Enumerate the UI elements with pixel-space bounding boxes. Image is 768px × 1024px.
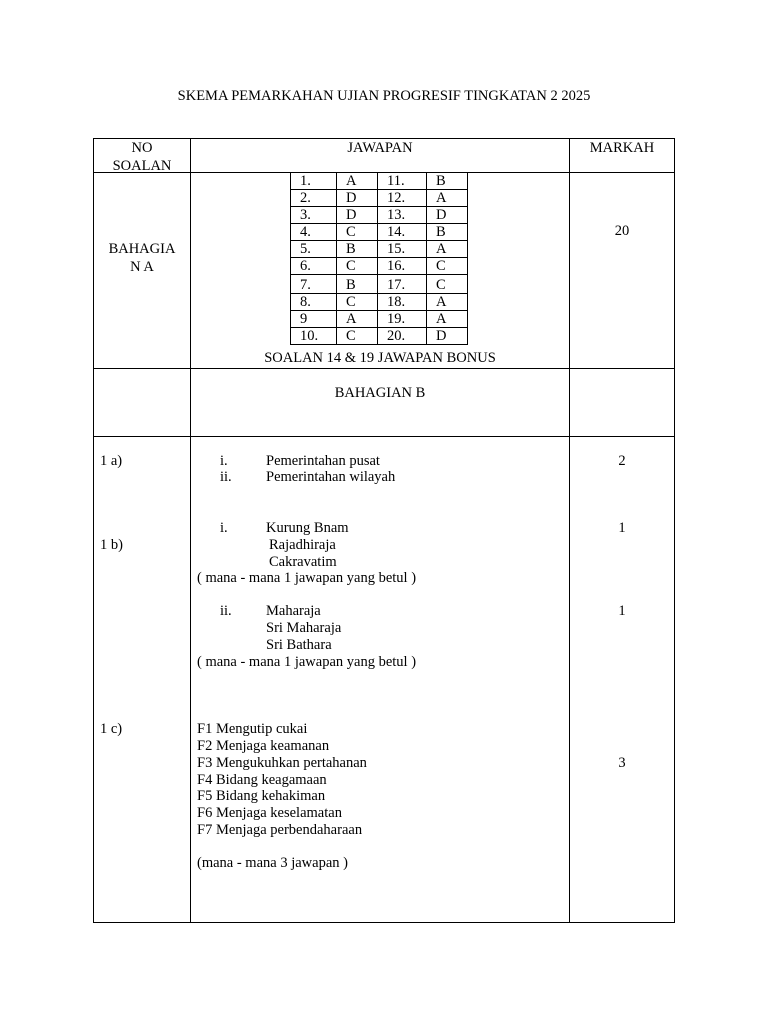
q1b-ii-markah: 1 bbox=[618, 603, 626, 619]
q1c-answer-f4: F4 Bidang keagamaan bbox=[197, 772, 327, 788]
answer-number: 20. bbox=[378, 328, 427, 345]
answer-letter: C bbox=[337, 224, 378, 241]
answer-number: 16. bbox=[378, 258, 427, 275]
answer-row bbox=[291, 207, 468, 224]
bahagian-a-markah: 20 bbox=[614, 223, 630, 239]
q1a-ii-answer: Pemerintahan wilayah bbox=[266, 469, 396, 485]
q1b-i-answer-1: Kurung Bnam bbox=[266, 520, 349, 536]
q1c-markah: 3 bbox=[618, 755, 626, 771]
bahagian-a-label-line2: N A bbox=[130, 259, 154, 275]
q1b-ii-note: ( mana - mana 1 jawapan yang betul ) bbox=[197, 654, 417, 670]
question-1b-label: 1 b) bbox=[100, 537, 123, 553]
answer-letter: D bbox=[427, 207, 468, 224]
answer-letter: C bbox=[337, 258, 378, 275]
q1b-i-number: i. bbox=[220, 520, 228, 536]
answer-letter: C bbox=[427, 275, 468, 294]
header-jawapan: JAWAPAN bbox=[347, 140, 413, 156]
page-title: SKEMA PEMARKAHAN UJIAN PROGRESIF TINGKATAN 2 2025 bbox=[177, 88, 591, 104]
answer-letter: B bbox=[337, 275, 378, 294]
answer-number: 8. bbox=[291, 294, 337, 311]
answer-number: 14. bbox=[378, 224, 427, 241]
answer-number: 13. bbox=[378, 207, 427, 224]
column-divider bbox=[190, 138, 191, 923]
answer-letter: D bbox=[337, 207, 378, 224]
q1a-markah: 2 bbox=[618, 453, 626, 469]
q1a-i-answer: Pemerintahan pusat bbox=[266, 453, 380, 469]
answer-table bbox=[290, 172, 468, 345]
answer-number: 4. bbox=[291, 224, 337, 241]
bahagian-a-label-line1: BAHAGIA bbox=[108, 241, 176, 257]
q1b-i-note: ( mana - mana 1 jawapan yang betul ) bbox=[197, 570, 417, 586]
answer-number: 18. bbox=[378, 294, 427, 311]
q1c-answer-f6: F6 Menjaga keselamatan bbox=[197, 805, 342, 821]
answer-number: 15. bbox=[378, 241, 427, 258]
table-border-bottom bbox=[93, 922, 675, 923]
table-border-right bbox=[674, 138, 675, 923]
q1c-note: (mana - mana 3 jawapan ) bbox=[197, 855, 348, 871]
q1c-answer-f7: F7 Menjaga perbendaharaan bbox=[197, 822, 363, 838]
answer-number: 2. bbox=[291, 190, 337, 207]
answer-number: 12. bbox=[378, 190, 427, 207]
answer-number: 6. bbox=[291, 258, 337, 275]
q1a-ii-number: ii. bbox=[220, 469, 232, 485]
answer-letter: A bbox=[427, 190, 468, 207]
q1b-ii-number: ii. bbox=[220, 603, 232, 619]
q1c-answer-f3: F3 Mengukuhkan pertahanan bbox=[197, 755, 367, 771]
q1b-i-answer-3: Cakravatim bbox=[269, 554, 337, 570]
header-no-soalan bbox=[94, 139, 190, 175]
answer-letter: D bbox=[337, 190, 378, 207]
q1b-ii-answer-2: Sri Maharaja bbox=[266, 620, 342, 636]
answer-letter: B bbox=[427, 224, 468, 241]
question-1c-label: 1 c) bbox=[100, 721, 123, 737]
bahagian-b-title: BAHAGIAN B bbox=[334, 385, 426, 401]
answer-row bbox=[291, 328, 468, 345]
answer-letter: C bbox=[337, 328, 378, 345]
answer-row bbox=[291, 241, 468, 258]
q1a-i-number: i. bbox=[220, 453, 228, 469]
header-soalan-label: SOALAN bbox=[112, 158, 172, 174]
answer-letter: B bbox=[337, 241, 378, 258]
answer-letter: D bbox=[427, 328, 468, 345]
q1c-answer-f2: F2 Menjaga keamanan bbox=[197, 738, 330, 754]
answer-row bbox=[291, 224, 468, 241]
answer-row bbox=[291, 294, 468, 311]
q1b-ii-answer-1: Maharaja bbox=[266, 603, 321, 619]
answer-number: 7. bbox=[291, 275, 337, 294]
answer-letter: A bbox=[337, 173, 378, 190]
answer-letter: C bbox=[427, 258, 468, 275]
answer-row bbox=[291, 173, 468, 190]
answer-number: 11. bbox=[378, 173, 427, 190]
answer-row bbox=[291, 311, 468, 328]
q1c-answer-f1: F1 Mengutip cukai bbox=[197, 721, 308, 737]
answer-letter: A bbox=[337, 311, 378, 328]
row-divider bbox=[93, 368, 675, 369]
q1b-i-answer-2: Rajadhiraja bbox=[269, 537, 336, 553]
header-markah: MARKAH bbox=[589, 140, 655, 156]
row-divider bbox=[93, 436, 675, 437]
question-1a-label: 1 a) bbox=[100, 453, 123, 469]
bonus-note: SOALAN 14 & 19 JAWAPAN BONUS bbox=[264, 350, 496, 366]
answer-letter: A bbox=[427, 311, 468, 328]
answer-letter: B bbox=[427, 173, 468, 190]
answer-letter: A bbox=[427, 241, 468, 258]
answer-number: 1. bbox=[291, 173, 337, 190]
answer-row bbox=[291, 190, 468, 207]
q1b-i-markah: 1 bbox=[618, 520, 626, 536]
answer-number: 5. bbox=[291, 241, 337, 258]
answer-number: 17. bbox=[378, 275, 427, 294]
answer-number: 19. bbox=[378, 311, 427, 328]
bahagian-a-label bbox=[94, 240, 190, 276]
answer-number: 10. bbox=[291, 328, 337, 345]
header-no-label: NO bbox=[131, 140, 153, 156]
q1c-answer-f5: F5 Bidang kehakiman bbox=[197, 788, 326, 804]
answer-number: 3. bbox=[291, 207, 337, 224]
answer-row bbox=[291, 275, 468, 294]
answer-number: 9 bbox=[291, 311, 337, 328]
q1b-ii-answer-3: Sri Bathara bbox=[266, 637, 332, 653]
answer-letter: A bbox=[427, 294, 468, 311]
answer-letter: C bbox=[337, 294, 378, 311]
answer-row bbox=[291, 258, 468, 275]
